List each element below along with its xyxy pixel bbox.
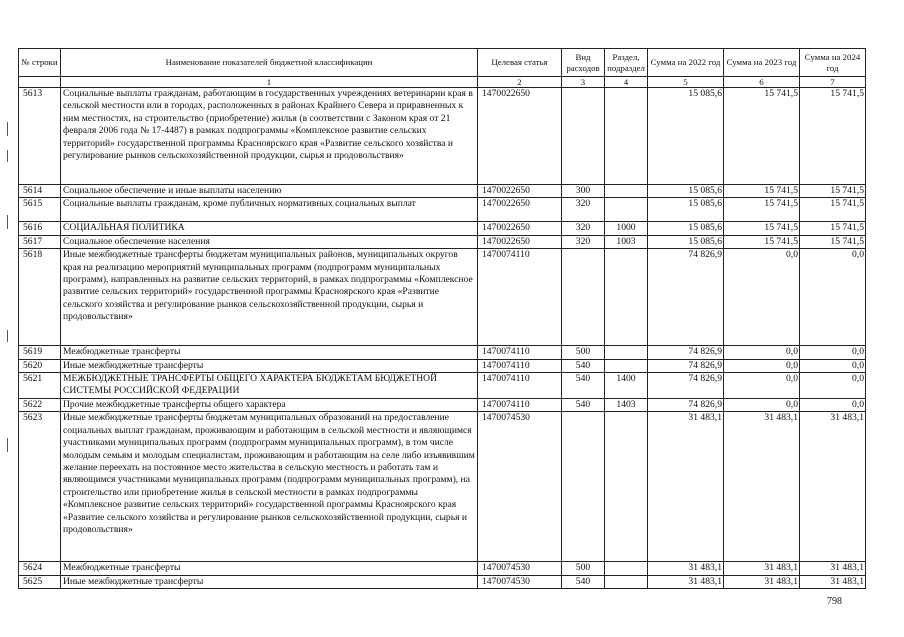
row-type: 320	[562, 235, 605, 248]
table-header-row	[19, 49, 866, 77]
column-number: 3	[562, 77, 605, 88]
row-number: 5622	[19, 399, 61, 412]
row-section: 1400	[605, 373, 648, 399]
row-name: Иные межбюджетные трансферты бюджетам муниципальных образований на предоставление социальных выплат гражданам, проживающим и работающим в сельской местности и являющимся участниками муниципальных программ (подпрограмм муниципальных программ), в том числе молодым семьям и молодым специалистам, проживающим и работающим на селе либо изъявившим желание переехать на постоянное место жительства в сельскую местность и работать там и являющимся участниками муниципальных программ (подпрограмм муниципальных программ), на строительство или приобретение жилья в сельской местности в рамках подпрограммы «Комплексное развитие сельских территорий» государственной программы Красноярского края «Развитие сельского хозяйства и регулирование рынков сельскохозяйственной продукции, сырья и продовольствия»	[61, 412, 478, 562]
row-sum-2023: 15 741,5	[724, 88, 800, 185]
header-sum-2022: Сумма на 2022 год	[648, 49, 724, 77]
row-sum-2024: 31 483,1	[800, 575, 866, 588]
row-sum-2023: 15 741,5	[724, 235, 800, 248]
row-sum-2024: 0,0	[800, 346, 866, 359]
row-sum-2022: 74 826,9	[648, 249, 724, 346]
row-sum-2023: 0,0	[724, 359, 800, 372]
column-number: 7	[800, 77, 866, 88]
row-sum-2022: 74 826,9	[648, 346, 724, 359]
margin-mark	[7, 438, 8, 452]
row-sum-2024: 0,0	[800, 373, 866, 399]
row-type	[562, 88, 605, 185]
row-type	[562, 249, 605, 346]
row-section: 1403	[605, 399, 648, 412]
table-row	[19, 88, 866, 185]
row-type: 500	[562, 346, 605, 359]
header-sum-2024: Сумма на 2024 год	[800, 49, 866, 77]
header-type: Вид расходов	[562, 49, 605, 77]
row-sum-2023: 31 483,1	[724, 575, 800, 588]
row-sum-2023: 31 483,1	[724, 562, 800, 575]
column-numbers-row	[19, 77, 866, 88]
row-name: Иные межбюджетные трансферты	[61, 359, 478, 372]
row-sum-2022: 74 826,9	[648, 359, 724, 372]
row-section	[605, 249, 648, 346]
row-section	[605, 412, 648, 562]
row-number: 5620	[19, 359, 61, 372]
row-number: 5614	[19, 185, 61, 198]
row-target: 1470022650	[478, 198, 562, 222]
row-section	[605, 346, 648, 359]
row-number: 5618	[19, 249, 61, 346]
row-number: 5621	[19, 373, 61, 399]
header-row-no: № строки	[19, 49, 61, 77]
row-name: Социальное обеспечение населения	[61, 235, 478, 248]
row-name: СОЦИАЛЬНАЯ ПОЛИТИКА	[61, 222, 478, 235]
row-number: 5616	[19, 222, 61, 235]
row-target: 1470022650	[478, 88, 562, 185]
header-sum-2023: Сумма на 2023 год	[724, 49, 800, 77]
page-number: 798	[827, 596, 842, 607]
row-name: Межбюджетные трансферты	[61, 562, 478, 575]
table-row	[19, 198, 866, 222]
row-section: 1003	[605, 235, 648, 248]
row-section	[605, 359, 648, 372]
table-row	[19, 399, 866, 412]
row-target: 1470074530	[478, 412, 562, 562]
margin-mark	[7, 330, 8, 342]
row-sum-2024: 15 741,5	[800, 185, 866, 198]
table-row	[19, 346, 866, 359]
row-sum-2022: 15 085,6	[648, 222, 724, 235]
table-row	[19, 562, 866, 575]
column-number	[19, 77, 61, 88]
table-row	[19, 235, 866, 248]
row-sum-2022: 74 826,9	[648, 373, 724, 399]
row-target: 1470074110	[478, 399, 562, 412]
row-sum-2022: 31 483,1	[648, 412, 724, 562]
row-target: 1470074110	[478, 373, 562, 399]
column-number: 5	[648, 77, 724, 88]
row-type	[562, 412, 605, 562]
row-target: 1470074110	[478, 359, 562, 372]
column-number: 2	[478, 77, 562, 88]
row-sum-2024: 15 741,5	[800, 88, 866, 185]
row-sum-2022: 15 085,6	[648, 185, 724, 198]
table-row	[19, 359, 866, 372]
row-type: 300	[562, 185, 605, 198]
row-sum-2024: 15 741,5	[800, 222, 866, 235]
column-number: 4	[605, 77, 648, 88]
row-sum-2022: 74 826,9	[648, 399, 724, 412]
row-sum-2023: 15 741,5	[724, 222, 800, 235]
row-target: 1470022650	[478, 235, 562, 248]
margin-mark	[7, 215, 8, 229]
row-sum-2024: 15 741,5	[800, 198, 866, 222]
row-number: 5613	[19, 88, 61, 185]
row-sum-2022: 15 085,6	[648, 235, 724, 248]
row-type: 320	[562, 198, 605, 222]
row-sum-2023: 31 483,1	[724, 412, 800, 562]
row-target: 1470022650	[478, 222, 562, 235]
row-section	[605, 198, 648, 222]
row-target: 1470074530	[478, 562, 562, 575]
row-sum-2024: 31 483,1	[800, 412, 866, 562]
row-section	[605, 562, 648, 575]
row-sum-2023: 0,0	[724, 399, 800, 412]
row-number: 5625	[19, 575, 61, 588]
row-name: Иные межбюджетные трансферты бюджетам муниципальных районов, муниципальных округов края на реализацию мероприятий муниципальных программ (подпрограмм муниципальных программ), направленных на развитие сельских территорий, в рамках подпрограммы «Комплексное развитие сельских территорий» государственной программы Красноярского края «Развитие сельского хозяйства и регулирование рынков сельскохозяйственной продукции, сырья и продовольствия»	[61, 249, 478, 346]
table-row	[19, 412, 866, 562]
row-target: 1470074110	[478, 249, 562, 346]
row-name: Иные межбюджетные трансферты	[61, 575, 478, 588]
row-name: Социальное обеспечение и иные выплаты населению	[61, 185, 478, 198]
row-section	[605, 185, 648, 198]
row-sum-2023: 15 741,5	[724, 185, 800, 198]
column-number: 1	[61, 77, 478, 88]
table-row	[19, 373, 866, 399]
header-section: Раздел, подраздел	[605, 49, 648, 77]
row-section	[605, 575, 648, 588]
header-name: Наименование показателей бюджетной классификации	[61, 49, 478, 77]
row-sum-2024: 0,0	[800, 359, 866, 372]
row-section: 1000	[605, 222, 648, 235]
row-type: 500	[562, 562, 605, 575]
row-number: 5615	[19, 198, 61, 222]
row-name: Прочие межбюджетные трансферты общего характера	[61, 399, 478, 412]
row-type: 540	[562, 359, 605, 372]
budget-table	[18, 48, 866, 589]
row-number: 5623	[19, 412, 61, 562]
row-type: 540	[562, 575, 605, 588]
row-sum-2023: 15 741,5	[724, 198, 800, 222]
row-section	[605, 88, 648, 185]
row-target: 1470074530	[478, 575, 562, 588]
row-type: 540	[562, 399, 605, 412]
table-row	[19, 185, 866, 198]
row-sum-2022: 31 483,1	[648, 575, 724, 588]
row-name: Социальные выплаты гражданам, работающим в государственных учреждениях ветеринарии края в сельской местности или в городах, расположенных в районах Крайнего Севера и приравненных к ним местностях, на строительство (приобретение) жилья (в соответствии с Законом края от 21 февраля 2006 года № 17-4487) в рамках подпрограммы «Комплексное развитие сельских территорий» государственной программы Красноярского края «Развитие сельского хозяйства и регулирование рынков сельскохозяйственной продукции, сырья и продовольствия»	[61, 88, 478, 185]
header-target: Целевая статья	[478, 49, 562, 77]
row-sum-2024: 0,0	[800, 249, 866, 346]
row-sum-2024: 0,0	[800, 399, 866, 412]
row-target: 1470074110	[478, 346, 562, 359]
row-sum-2024: 31 483,1	[800, 562, 866, 575]
row-sum-2022: 31 483,1	[648, 562, 724, 575]
row-sum-2022: 15 085,6	[648, 88, 724, 185]
row-sum-2022: 15 085,6	[648, 198, 724, 222]
row-number: 5619	[19, 346, 61, 359]
row-number: 5617	[19, 235, 61, 248]
row-type: 540	[562, 373, 605, 399]
row-target: 1470022650	[478, 185, 562, 198]
row-sum-2024: 15 741,5	[800, 235, 866, 248]
row-sum-2023: 0,0	[724, 346, 800, 359]
table-row	[19, 249, 866, 346]
row-number: 5624	[19, 562, 61, 575]
row-name: Социальные выплаты гражданам, кроме публичных нормативных социальных выплат	[61, 198, 478, 222]
column-number: 6	[724, 77, 800, 88]
row-name: Межбюджетные трансферты	[61, 346, 478, 359]
table-row	[19, 575, 866, 588]
row-name: МЕЖБЮДЖЕТНЫЕ ТРАНСФЕРТЫ ОБЩЕГО ХАРАКТЕРА БЮДЖЕТАМ БЮДЖЕТНОЙ СИСТЕМЫ РОССИЙСКОЙ ФЕДЕРАЦИИ	[61, 373, 478, 399]
margin-mark	[7, 122, 8, 136]
table-row	[19, 222, 866, 235]
row-sum-2023: 0,0	[724, 249, 800, 346]
row-sum-2023: 0,0	[724, 373, 800, 399]
margin-mark	[7, 150, 8, 162]
row-type: 320	[562, 222, 605, 235]
